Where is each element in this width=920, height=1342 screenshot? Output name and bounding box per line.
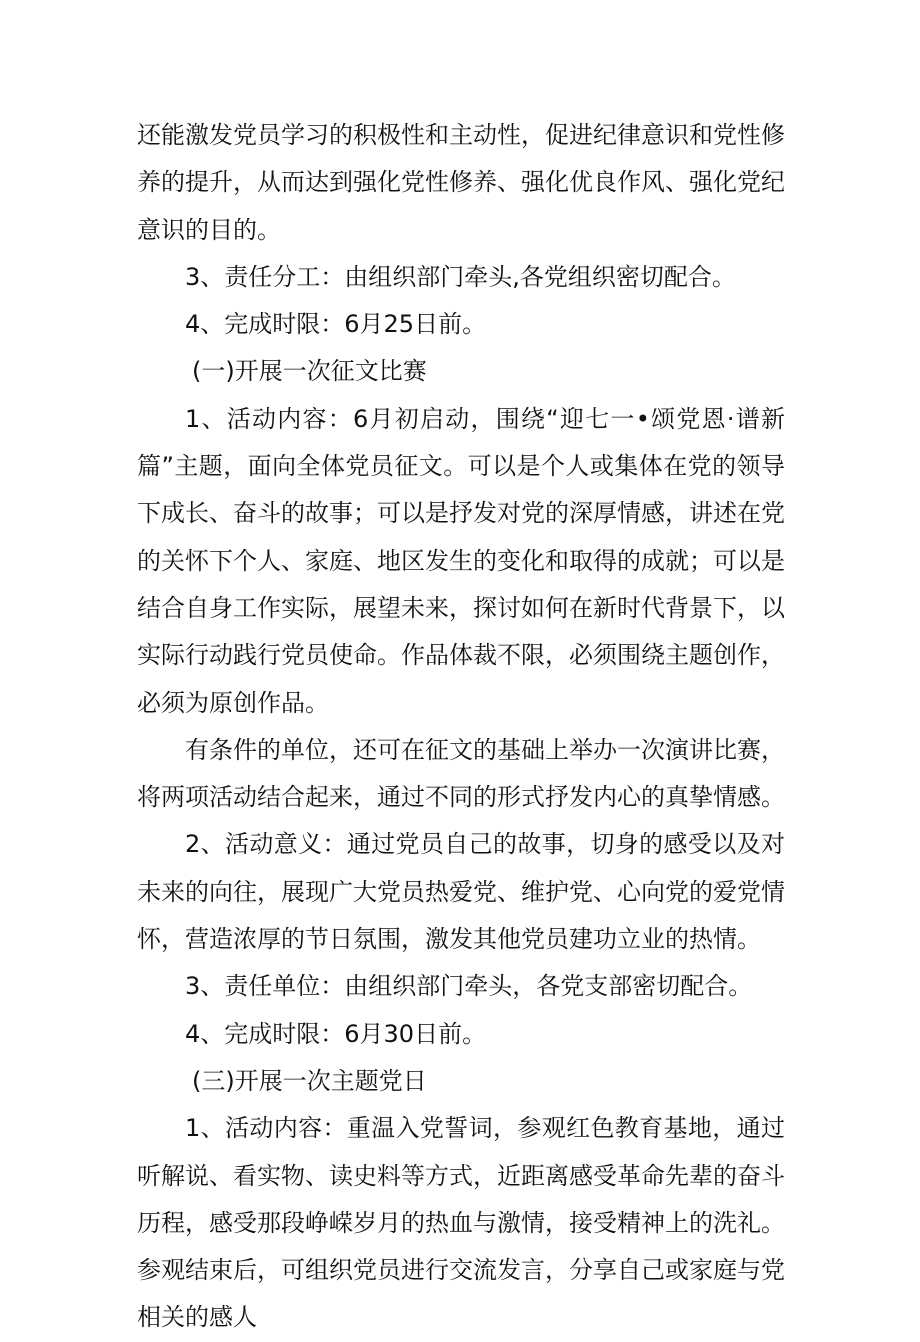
paragraph-continuation: 还能激发党员学习的积极性和主动性，促进纪律意识和党性修养的提升，从而达到强化党性修养、强化优良作风、强化党纪意识的目的。 [137, 121, 785, 244]
paragraph-party-day-content: 1、活动内容：重温入党誓词，参观红色教育基地，通过听解说、看实物、读史料等方式，近距离感受革命先辈的奋斗历程，感受那段峥嵘岁月的热血与激情，接受精神上的洗礼。参观结束后，可组织党员进行交流发言，分享自己或家庭与党相关的感人 [137, 1114, 785, 1332]
paragraph-deadline-1: 4、完成时限：6月25日前。 [185, 310, 487, 339]
paragraph-responsibility-2: 3、责任单位：由组织部门牵头，各党支部密切配合。 [185, 972, 753, 1001]
section-heading-essay-contest: (一)开展一次征文比赛 [192, 357, 427, 386]
paragraph-deadline-2: 4、完成时限：6月30日前。 [185, 1019, 487, 1048]
paragraph-speech-contest: 有条件的单位，还可在征文的基础上举办一次演讲比赛，将两项活动结合起来，通过不同的形式抒发内心的真挚情感。 [137, 735, 785, 812]
paragraph-essay-significance: 2、活动意义：通过党员自己的故事，切身的感受以及对未来的向往，展现广大党员热爱党、维护党、心向党的爱党情怀，营造浓厚的节日氛围，激发其他党员建功立业的热情。 [137, 830, 785, 954]
document-body [137, 112, 785, 1342]
section-heading-party-day: (三)开展一次主题党日 [192, 1066, 427, 1095]
paragraph-responsibility-1: 3、责任分工：由组织部门牵头,各党组织密切配合。 [185, 262, 736, 291]
paragraph-essay-content: 1、活动内容：6月初启动，围绕“迎七一•颂党恩·谱新篇”主题，面向全体党员征文。可以是个人或集体在党的领导下成长、奋斗的故事；可以是抒发对党的深厚情感，讲述在党的关怀下个人、家庭、地区发生的变化和取得的成就；可以是结合自身工作实际，展望未来，探讨如何在新时代背景下，以实际行动践行党员使命。作品体裁不限，必须围绕主题创作，必须为原创作品。 [137, 404, 785, 717]
